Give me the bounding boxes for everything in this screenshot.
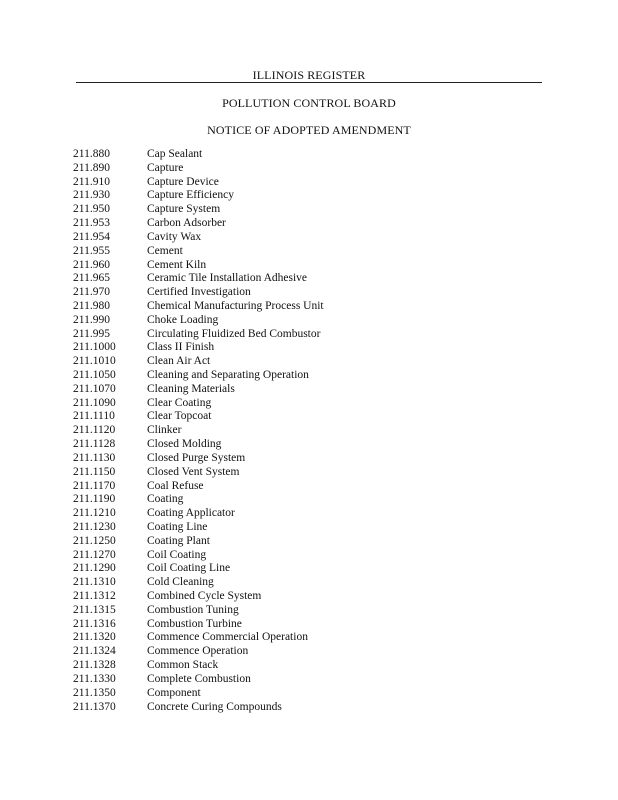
definition-entry <box>73 424 324 438</box>
section-number: 211.1170 <box>73 479 116 492</box>
definition-entry <box>73 189 324 203</box>
section-number: 211.1290 <box>73 562 116 575</box>
definition-entry <box>73 176 324 190</box>
section-number: 211.1312 <box>73 590 116 602</box>
definition-entry <box>73 452 324 466</box>
section-number: 211.960 <box>73 258 110 271</box>
defined-term: Closed Vent System <box>147 465 240 478</box>
board-title: POLLUTION CONTROL BOARD <box>222 96 396 110</box>
definition-entry <box>73 631 324 645</box>
definition-entry <box>73 618 324 632</box>
defined-term: Closed Molding <box>147 438 222 451</box>
section-number: 211.970 <box>73 286 110 299</box>
section-number: 211.955 <box>73 244 110 257</box>
defined-term: Coating Plant <box>147 534 210 547</box>
section-number: 211.995 <box>73 327 110 340</box>
definition-entry <box>73 369 324 383</box>
defined-term: Clear Topcoat <box>147 410 212 423</box>
definition-entry <box>73 673 324 687</box>
defined-term: Clean Air Act <box>147 355 211 368</box>
definitions-list <box>73 148 324 714</box>
defined-term: Coal Refuse <box>147 479 204 492</box>
defined-term: Capture <box>147 161 184 174</box>
section-number: 211.1120 <box>73 424 116 437</box>
defined-term: Complete Combustion <box>147 672 251 685</box>
definition-entry <box>73 659 324 673</box>
definition-entry <box>73 383 324 397</box>
section-number: 211.1130 <box>73 451 116 464</box>
defined-term: Coil Coating Line <box>147 562 231 575</box>
defined-term: Common Stack <box>147 659 219 672</box>
definition-entry <box>73 217 324 231</box>
definition-entry <box>73 687 324 701</box>
defined-term: Coating Applicator <box>147 507 235 520</box>
definition-entry <box>73 410 324 424</box>
defined-term: Carbon Adsorber <box>147 217 226 230</box>
section-number: 211.1250 <box>73 534 116 547</box>
notice-title: NOTICE OF ADOPTED AMENDMENT <box>207 123 411 137</box>
definition-entry <box>73 272 324 286</box>
definition-entry <box>73 576 324 590</box>
section-number: 211.1310 <box>73 576 116 589</box>
section-number: 211.1350 <box>73 686 116 699</box>
defined-term: Class II Finish <box>147 341 215 354</box>
defined-term: Coating <box>147 493 184 506</box>
defined-term: Cap Sealant <box>147 148 203 160</box>
defined-term: Closed Purge System <box>147 451 246 464</box>
defined-term: Clear Coating <box>147 396 212 409</box>
definition-entry <box>73 286 324 300</box>
section-number: 211.930 <box>73 189 110 202</box>
section-number: 211.1070 <box>73 382 116 395</box>
section-number: 211.890 <box>73 161 110 174</box>
section-number: 211.1090 <box>73 396 116 409</box>
section-number: 211.1010 <box>73 355 116 368</box>
section-number: 211.1190 <box>73 493 116 506</box>
definition-entry <box>73 314 324 328</box>
section-number: 211.965 <box>73 272 110 285</box>
section-number: 211.1370 <box>73 700 116 713</box>
defined-term: Coating Line <box>147 520 208 533</box>
definition-entry <box>73 438 324 452</box>
definition-entry <box>73 590 324 604</box>
definition-entry <box>73 549 324 563</box>
defined-term: Concrete Curing Compounds <box>147 700 282 713</box>
defined-term: Cement <box>147 244 183 257</box>
definition-entry <box>73 397 324 411</box>
definition-entry <box>73 604 324 618</box>
definition-entry <box>73 148 324 162</box>
section-number: 211.1270 <box>73 548 116 561</box>
definition-entry <box>73 259 324 273</box>
defined-term: Capture System <box>147 203 221 216</box>
defined-term: Commence Operation <box>147 645 249 658</box>
section-number: 211.1128 <box>73 438 116 451</box>
section-number: 211.1330 <box>73 672 116 685</box>
defined-term: Combustion Turbine <box>147 617 242 630</box>
definition-entry <box>73 355 324 369</box>
definition-entry <box>73 466 324 480</box>
defined-term: Combustion Tuning <box>147 603 239 616</box>
defined-term: Ceramic Tile Installation Adhesive <box>147 272 308 285</box>
definition-entry <box>73 231 324 245</box>
definition-entry <box>73 341 324 355</box>
definition-entry <box>73 562 324 576</box>
defined-term: Certified Investigation <box>147 286 251 299</box>
definition-entry <box>73 328 324 342</box>
section-number: 211.1050 <box>73 369 116 381</box>
defined-term: Combined Cycle System <box>147 590 262 602</box>
section-number: 211.1210 <box>73 507 116 520</box>
section-number: 211.990 <box>73 313 110 326</box>
section-number: 211.1316 <box>73 617 116 630</box>
section-number: 211.1328 <box>73 659 116 672</box>
defined-term: Capture Device <box>147 175 219 188</box>
defined-term: Coil Coating <box>147 548 207 561</box>
defined-term: Cavity Wax <box>147 230 202 243</box>
section-number: 211.1000 <box>73 341 116 354</box>
section-number: 211.1320 <box>73 631 116 644</box>
defined-term: Cement Kiln <box>147 258 207 271</box>
defined-term: Choke Loading <box>147 313 219 326</box>
defined-term: Chemical Manufacturing Process Unit <box>147 299 324 312</box>
defined-term: Commence Commercial Operation <box>147 631 308 644</box>
defined-term: Circulating Fluidized Bed Combustor <box>147 327 321 340</box>
definition-entry <box>73 645 324 659</box>
section-number: 211.1315 <box>73 603 116 616</box>
definition-entry <box>73 300 324 314</box>
definition-entry <box>73 493 324 507</box>
register-title: ILLINOIS REGISTER <box>252 68 366 82</box>
definition-entry <box>73 162 324 176</box>
defined-term: Clinker <box>147 424 182 437</box>
definition-entry <box>73 203 324 217</box>
section-number: 211.1150 <box>73 465 116 478</box>
section-number: 211.1110 <box>73 410 115 423</box>
section-number: 211.880 <box>73 148 110 160</box>
section-number: 211.950 <box>73 203 110 216</box>
defined-term: Capture Efficiency <box>147 189 234 202</box>
section-number: 211.954 <box>73 230 110 243</box>
section-number: 211.910 <box>73 175 110 188</box>
section-number: 211.1324 <box>73 645 116 658</box>
definition-entry <box>73 480 324 494</box>
defined-term: Cleaning and Separating Operation <box>147 369 309 381</box>
definition-entry <box>73 701 324 715</box>
definition-entry <box>73 521 324 535</box>
section-number: 211.953 <box>73 217 110 230</box>
definition-entry <box>73 507 324 521</box>
section-number: 211.980 <box>73 299 110 312</box>
defined-term: Component <box>147 686 201 699</box>
defined-term: Cold Cleaning <box>147 576 214 589</box>
definition-entry <box>73 535 324 549</box>
section-number: 211.1230 <box>73 520 116 533</box>
defined-term: Cleaning Materials <box>147 382 235 395</box>
definition-entry <box>73 245 324 259</box>
